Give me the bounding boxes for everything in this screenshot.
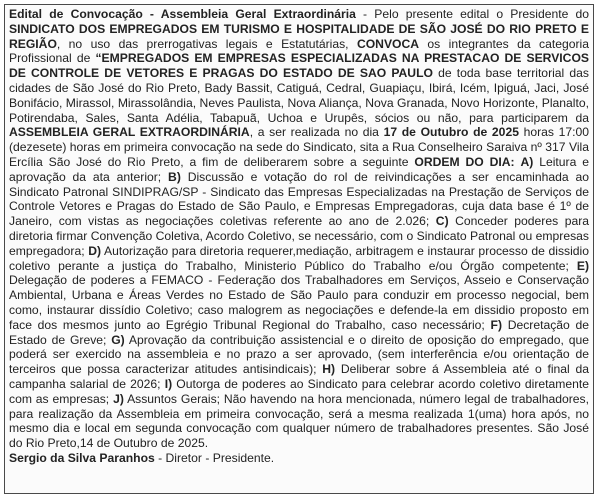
agenda-item-c-letter: C)	[435, 214, 449, 229]
territory-text: de toda base territorial das cidades de São José do Rio Preto, Bady Bassit, Catiguá, Cedral, Guapiaçu, Ibirá, Icém, Ipiguá, Jaci, José Bonifácio, Mirassol, Mirassolândia, Neves Paulista, Nova Aliança, Nova Granada, Novo Horizonte, Planalto, Potirendaba, Sales, Santa Adélia, Tabapuã, Uchoa e Urupês, sócios ou não, para participarem da	[9, 66, 589, 125]
agenda-item-g-text: Aprovação da contribuição assistencial e o direito de oposição do empregado, que poderá ser exercido na assembleia e no prazo a ser aprovado, (sem interferência e/ou orientação de terceiros que possa caracterizar atitudes antisindicais);	[9, 332, 590, 377]
notice-title: Edital de Convocação - Assembleia Geral Extraordinária	[9, 7, 356, 21]
assembly-tail-text: , a ser realizada no dia	[249, 125, 384, 140]
agenda-item-d-letter: D)	[88, 243, 102, 258]
agenda-item-i-letter: I)	[164, 376, 173, 391]
legal-notice	[4, 4, 594, 494]
agenda-item-f-letter: F)	[490, 317, 502, 332]
signatory-name: Sergio da Silva Paranhos	[9, 450, 155, 465]
agenda-item-a-text: Leitura e aprovação da ata anterior;	[9, 154, 589, 184]
signature-line	[9, 451, 589, 466]
agenda-item-f-text: Decretação de Estado de Greve;	[9, 317, 590, 347]
agenda-item-i-text: Outorga de poderes ao Sindicato para celebrar acordo coletivo diretamente com as empresas;	[9, 376, 589, 406]
agenda-item-g-letter: G)	[111, 332, 125, 347]
union-tail-text: , no uso das prerrogativas legais e Estatutárias,	[56, 36, 357, 51]
agenda-item-h-letter: H)	[322, 362, 336, 377]
convoca-tail-text: os integrantes da categoria Profissional de	[9, 36, 589, 66]
agenda-item-e-letter: E)	[576, 258, 589, 273]
agenda-label: ORDEM DO DIA:	[414, 154, 515, 169]
agenda-item-h-text: Deliberar sobre á Assembleia até o final da campanha salarial de 2026;	[9, 362, 589, 391]
meeting-date: 17 de Outubro de 2025	[383, 125, 519, 140]
category-name: “EMPREGADOS EM EMPRESAS ESPECIALIZADAS NA PRESTACAO DE SERVICOS DE CONTROLE DE VETORES E PRAGAS DO ESTADO DE SAO PAULO	[9, 51, 589, 81]
notice-body	[9, 7, 589, 451]
agenda-item-e-text: Delegação de poderes a FEMACO - Federação dos Trabalhadores em Serviços, Asseio e Conservação Ambiental, Urbana e Áreas Verdes no Estado de São Paulo para conduzir em processo negocial, bem como, instaurar dissídio Coletivo; caso malogrem as negociações e defende-la em dissidio proposto em face dos mesmos junto ao Egrégio Tribunal Regional do Trabalho, caso necessário;	[9, 273, 589, 332]
agenda-item-b-text: Discussão e votação do rol de reivindicações a ser encaminhada ao Sindicato Patronal SINDIPRAG/SP - Sindicato das Empresas Especializadas na Prestação de Serviços de Controle Vetores e Pragas do Estado de São Paulo, e Empresas Empregadoras, cuja data base é 1º de Janeiro, com vistas as negociações coletivas referente ao ano de 2.026;	[9, 169, 590, 229]
title-separator: -	[355, 7, 375, 21]
agenda-item-a-letter: A)	[520, 154, 534, 169]
date-tail-text: horas 17:00 (dezesete) horas em primeira convocação na sede do Sindicato, sita a Rua Conselheiro Saraiva nº 317 Vila Ercília São José do Rio Preto, a fim de deliberarem sobre a seguinte	[9, 125, 590, 169]
signatory-role: - Diretor - Presidente.	[154, 450, 275, 465]
union-name: SINDICATO DOS EMPREGADOS EM TURISMO E HOSPITALIDADE DE SÃO JOSÉ DO RIO PRETO E REGIÃO	[9, 21, 589, 51]
agenda-item-j-text: Assuntos Gerais; Não havendo na hora mencionada, número legal de trabalhadores, para realização da Assembleia em primeira convocação, será a mesma realizada 1(uma) hora após, no mesmo dia e local em segunda convocação com qualquer número de trabalhadores presentes. São José do Rio Preto,14 de Outubro de 2025.	[9, 391, 589, 451]
convoca-word: CONVOCA	[356, 36, 420, 51]
agenda-item-b-letter: B)	[168, 169, 181, 184]
agenda-item-c-text: Conceder poderes para diretoria firmar Convenção Coletiva, Acordo Coletivo, se necessário, com o Sindicato Patronal ou empresas empregadora;	[9, 214, 590, 258]
agenda-item-d-text: Autorização para diretoria requerer,mediação, arbitragem e instaurar processo de dissidio coletivo perante a justiça do Trabalho, Ministerio Público do Trabalho e/ou Órgão competente;	[9, 243, 589, 273]
assembly-name: ASSEMBLEIA GERAL EXTRAORDINÁRIA	[9, 125, 250, 140]
intro-text: Pelo presente edital o Presidente do	[374, 7, 590, 21]
agenda-item-j-letter: J)	[113, 391, 124, 406]
